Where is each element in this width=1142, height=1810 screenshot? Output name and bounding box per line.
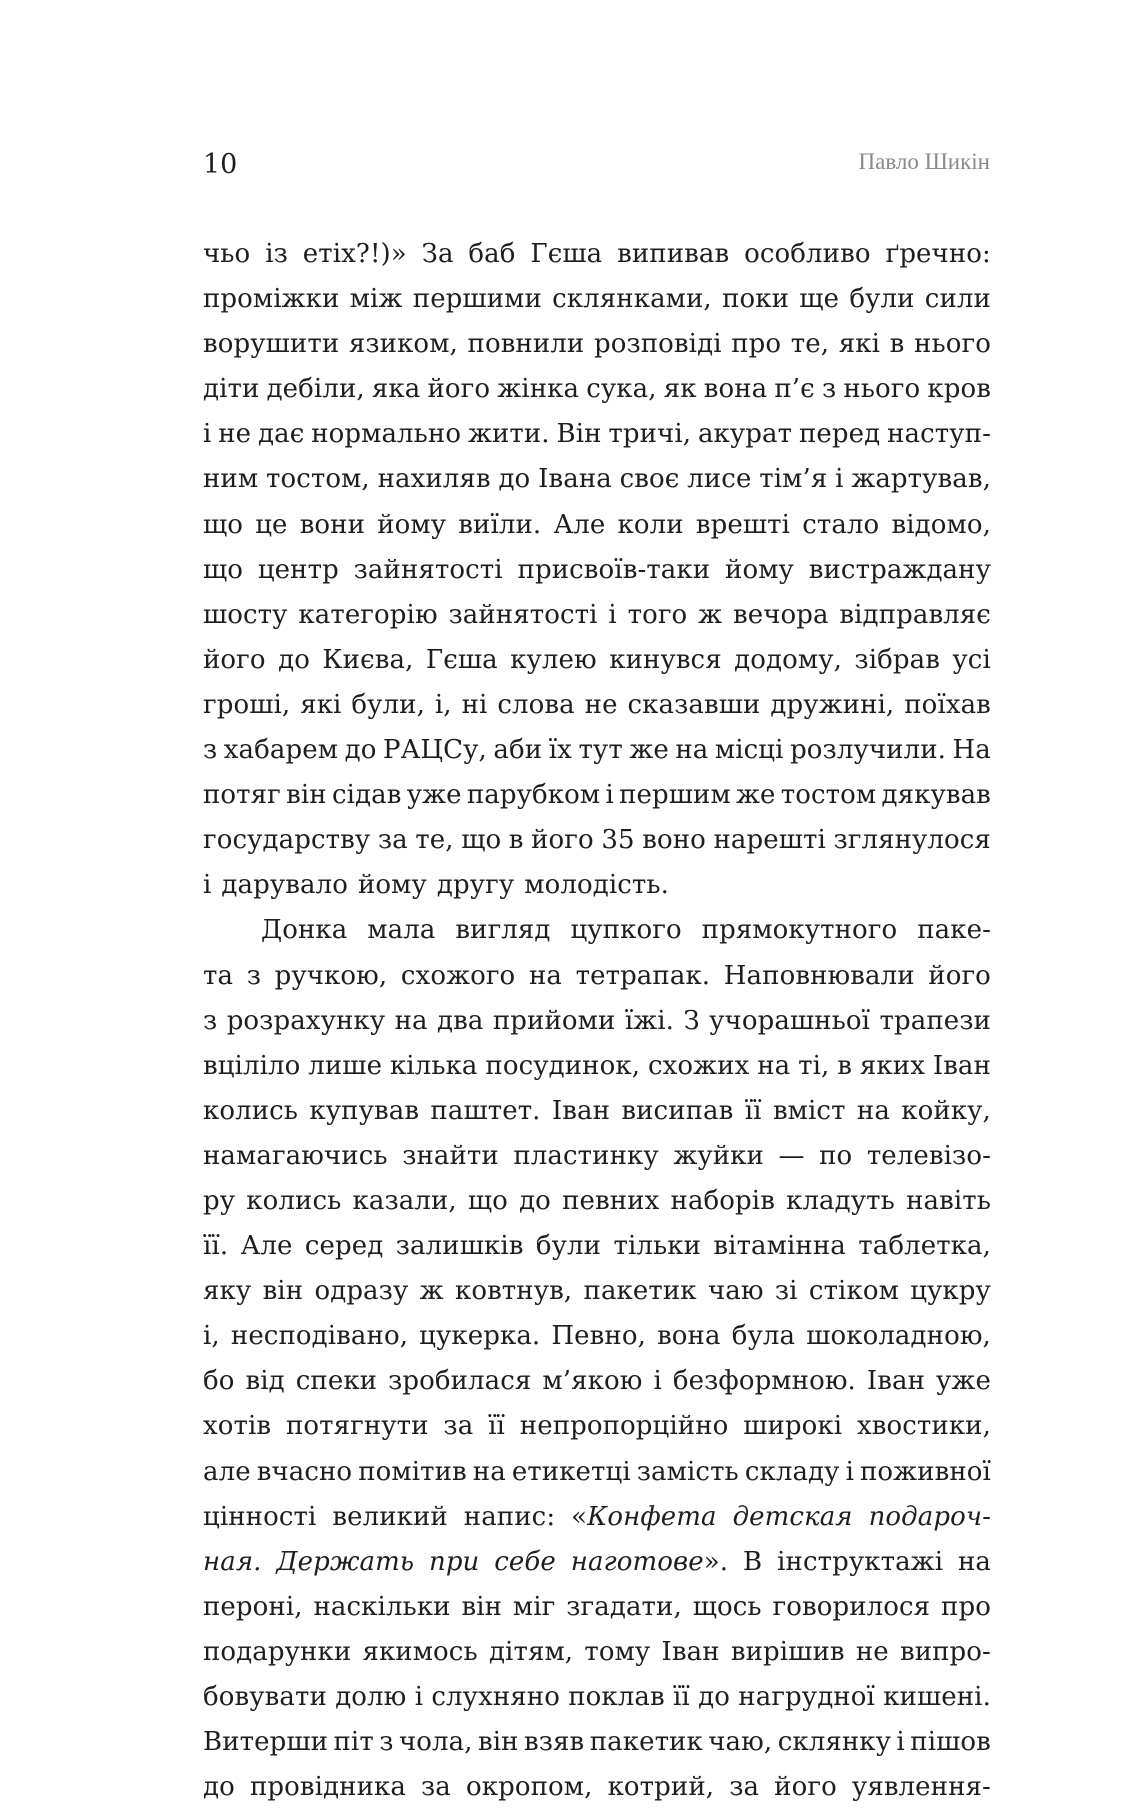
text-line: гроші, які були, і, ні слова не сказавши дружині, поїхав <box>203 689 991 720</box>
text-line: хотів потягнути за її непропорційно широкі хвостики, <box>203 1411 991 1442</box>
text-line: але вчасно помітив на етикетці замість складу і поживної <box>203 1456 991 1487</box>
text-line: государству за те, що в його 35 воно нарешті зглянулося <box>203 825 991 856</box>
text-line: ним тостом, нахиляв до Івана своє лисе тім’я і жартував, <box>203 464 991 495</box>
text-line: що це вони йому виїли. Але коли врешті стало відомо, <box>203 509 991 540</box>
text-line: та з ручкою, схожого на тетрапак. Наповнювали його <box>203 960 991 991</box>
text-line: колись купував паштет. Іван висипав її вміст на койку, <box>203 1095 991 1126</box>
text-line: намагаючись знайти пластинку жуйки — по телевізо- <box>203 1140 991 1171</box>
running-head-author: Павло Шикін <box>858 149 990 174</box>
text-line: чьо із етіх?!)» За баб Гєша випивав особливо ґречно: <box>203 239 991 269</box>
text-line: і не дає нормально жити. Він тричі, акурат перед наступ- <box>203 419 991 450</box>
text-line: вціліло лише кілька посудинок, схожих на ті, в яких Іван <box>203 1050 991 1081</box>
text-line: що центр зайнятості присвоїв-таки йому вистраждану <box>203 554 991 585</box>
text-line: бовувати долю і слухняно поклав її до нагрудної кишені. <box>203 1682 991 1712</box>
text-line: цінності великий напис: «Конфета детская подароч- <box>203 1501 991 1532</box>
text-line: діти дебіли, яка його жінка сука, як вона п’є з нього кров <box>203 374 991 405</box>
text-line: ру колись казали, що до певних наборів кладуть навіть <box>203 1185 991 1216</box>
text-line: її. Але серед залишків були тільки вітамінна таблетка, <box>203 1231 991 1262</box>
text-line: з хабарем до РАЦСу, аби їх тут же на місці розлучили. На <box>203 735 991 766</box>
text-line: ная. Держать при себе наготове». В інструктажі на <box>203 1546 991 1577</box>
text-line: бо від спеки зробилася м’якою і безформною. Іван уже <box>203 1366 991 1397</box>
text-line: Донка мала вигляд цупкого прямокутного паке- <box>261 915 991 946</box>
text-line: до провідника за окропом, котрий, за його уявлення- <box>203 1772 991 1803</box>
text-line: шосту категорію зайнятості і того ж вечора відправляє <box>203 599 991 630</box>
page-number: 10 <box>203 149 238 180</box>
text-line: пероні, наскільки він міг згадати, щось говорилося про <box>203 1591 991 1622</box>
text-line: Витерши піт з чола, він взяв пакетик чаю, склянку і пішов <box>203 1727 991 1758</box>
text-line: потяг він сідав уже парубком і першим же тостом дякував <box>203 780 991 811</box>
text-line: його до Києва, Гєша кулею кинувся додому, зібрав усі <box>203 644 991 675</box>
text-line: проміжки між першими склянками, поки ще були сили <box>203 284 991 315</box>
text-line: і, несподівано, цукерка. Певно, вона була шоколадною, <box>203 1321 991 1352</box>
text-line: з розрахунку на два прийоми їжі. З учорашньої трапези <box>203 1005 991 1036</box>
body-text <box>203 232 991 1810</box>
text-line: подарунки якимось дітям, тому Іван вирішив не випро- <box>203 1636 991 1667</box>
text-line: яку він одразу ж ковтнув, пакетик чаю зі стіком цукру <box>203 1276 991 1307</box>
text-line: і дарувало йому другу молодість. <box>203 870 670 901</box>
text-line: ворушити язиком, повнили розповіді про те, які в нього <box>203 329 991 360</box>
